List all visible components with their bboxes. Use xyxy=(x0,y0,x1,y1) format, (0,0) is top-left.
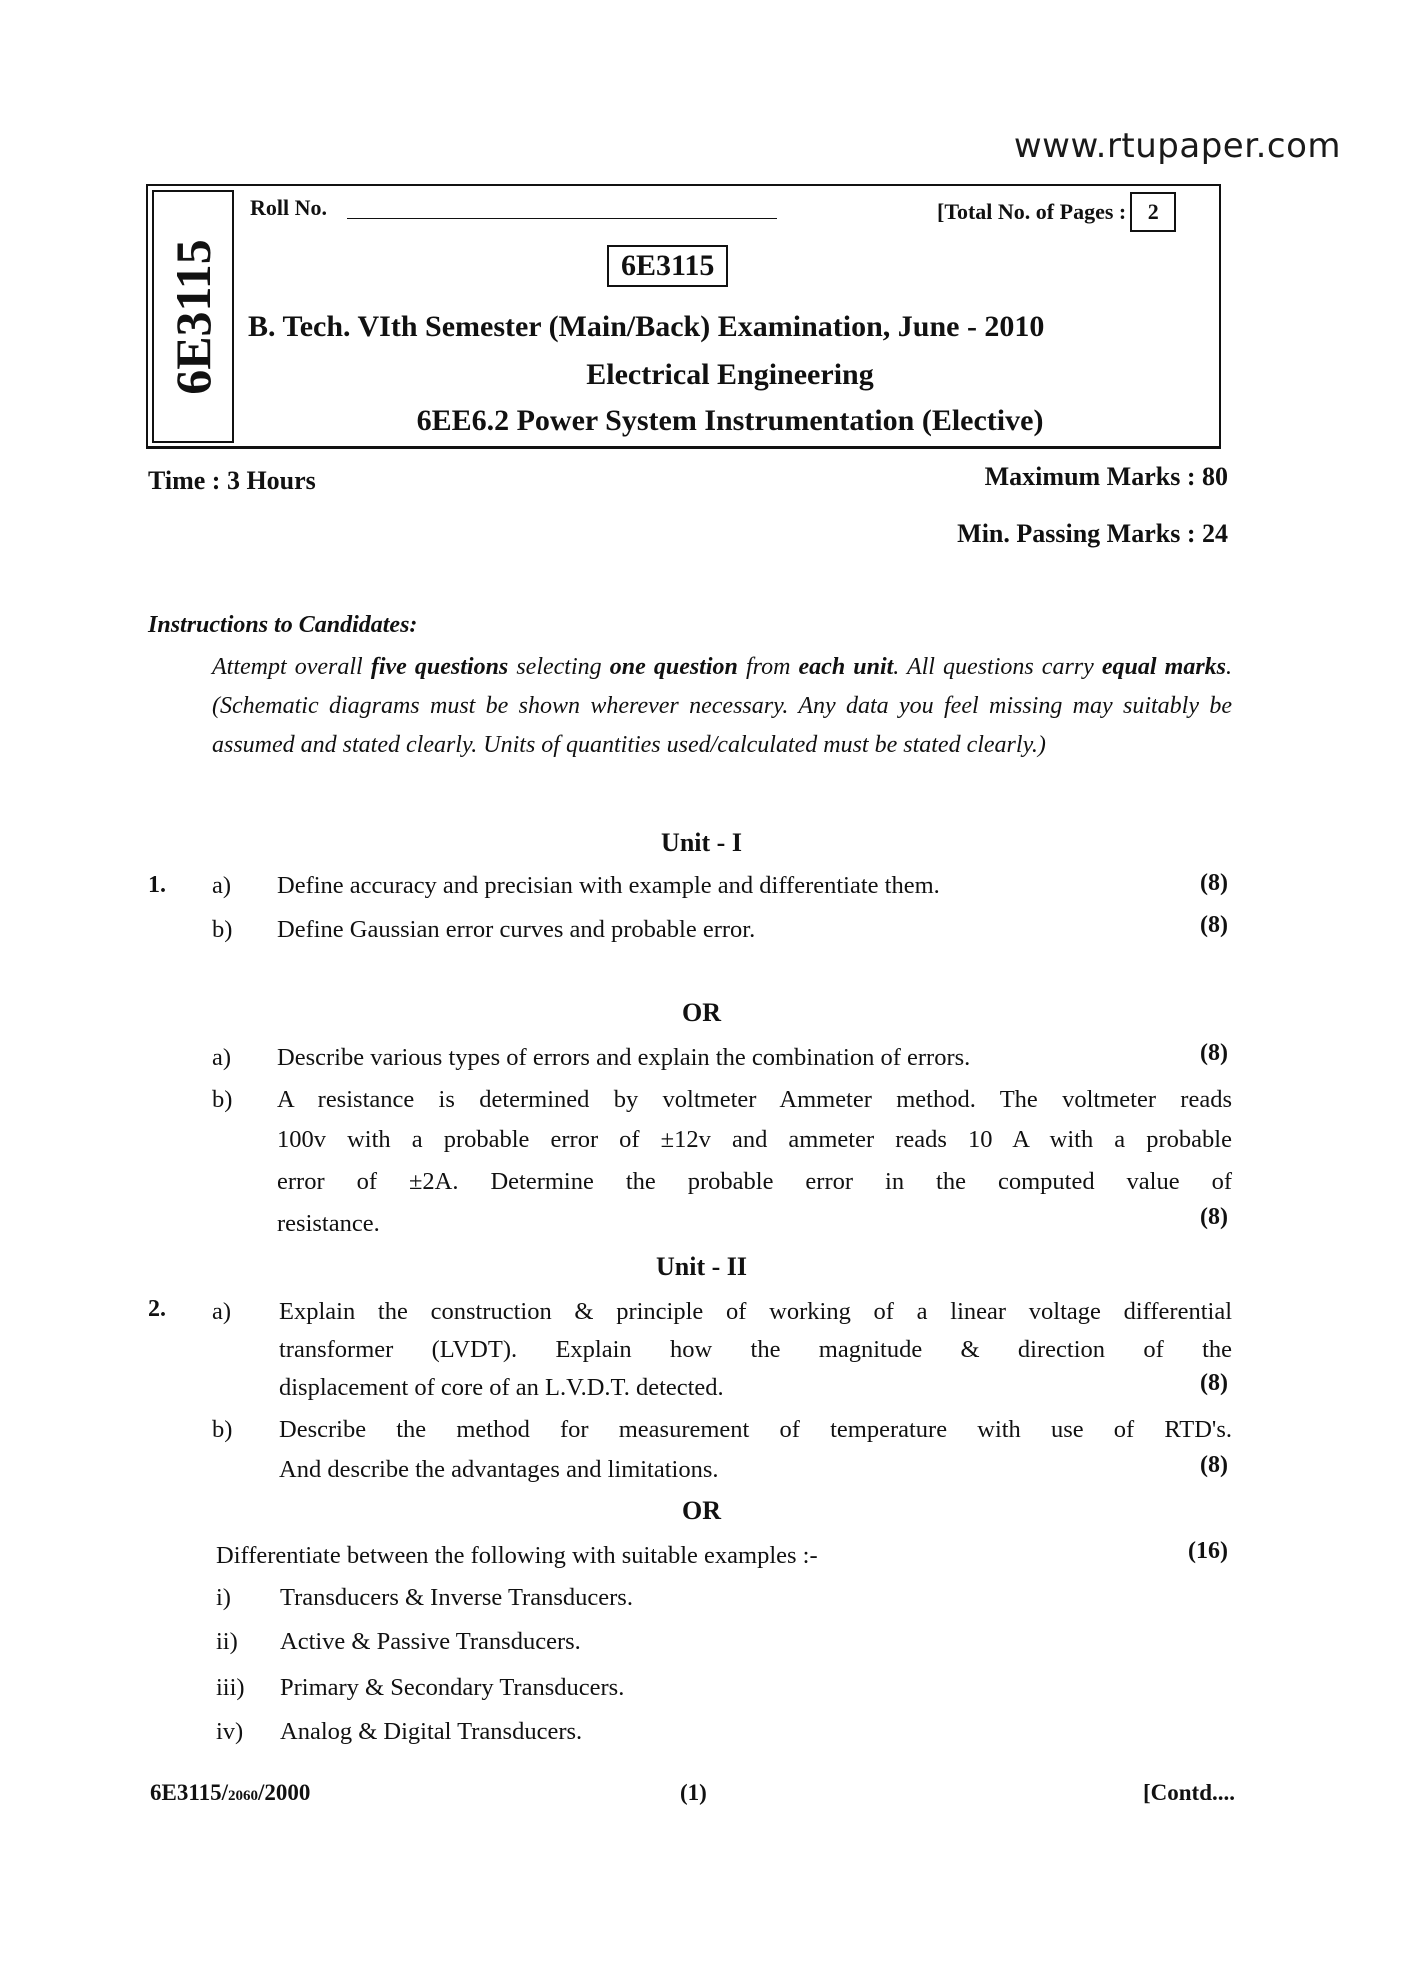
q2-alt-item-2-label: ii) xyxy=(216,1628,238,1655)
instructions-fragment: . All questions carry xyxy=(893,654,1102,680)
question-1-number: 1. xyxy=(148,872,166,898)
q2-alt-item-4-label: iv) xyxy=(216,1718,244,1745)
q1-b-text: Define Gaussian error curves and probable error. xyxy=(277,916,756,943)
instructions-fragment: . (Schematic diagrams must be shown wherever necessary. Any data you feel missing may suitably be assumed and stated clearly. Units of quantities used/calculated must be stated clearly.) xyxy=(212,654,1232,758)
branch-title: Electrical Engineering xyxy=(586,358,874,391)
roll-no-field xyxy=(347,218,777,219)
q1-alt-b-label: b) xyxy=(212,1086,233,1113)
q2-a-marks: (8) xyxy=(1200,1370,1228,1396)
q2-alt-intro: Differentiate between the following with suitable examples :- xyxy=(216,1542,818,1569)
q1-alt-a-text: Describe various types of errors and explain the combination of errors. xyxy=(277,1044,971,1071)
q1-b-label: b) xyxy=(212,916,233,943)
q2-alt-item-1-text: Transducers & Inverse Transducers. xyxy=(280,1584,633,1611)
unit-2-title: Unit - II xyxy=(655,1252,747,1281)
q2-alt-item-1-label: i) xyxy=(216,1584,231,1611)
q2-a-line-1: Explain the construction & principle of working of a linear voltage differential xyxy=(279,1298,1232,1325)
q2-b-line-1: Describe the method for measurement of temperature with use of RTD's. xyxy=(279,1416,1232,1443)
exam-time: Time : 3 Hours xyxy=(148,466,316,495)
instructions-heading: Instructions to Candidates: xyxy=(148,612,418,638)
q2-alt-item-2-text: Active & Passive Transducers. xyxy=(280,1628,581,1655)
instructions-fragment: one question xyxy=(609,654,738,680)
q1-alt-b-marks: (8) xyxy=(1200,1204,1228,1230)
q1-alt-a-label: a) xyxy=(212,1044,232,1071)
q2-a-line-3: displacement of core of an L.V.D.T. detected. xyxy=(279,1374,724,1401)
instructions-fragment: five questions xyxy=(370,654,509,680)
footer-code xyxy=(150,1780,310,1806)
footer-code-main: 6E3115/ xyxy=(150,1780,228,1805)
instructions-fragment: Attempt overall xyxy=(212,654,371,680)
q2-b-marks: (8) xyxy=(1200,1452,1228,1478)
unit-1-or: OR xyxy=(682,998,721,1027)
question-2-number: 2. xyxy=(148,1296,166,1322)
footer-continued: [Contd.... xyxy=(1142,1780,1235,1805)
q2-alt-item-3-label: iii) xyxy=(216,1674,245,1701)
footer-page-number: (1) xyxy=(680,1780,707,1805)
q2-alt-marks: (16) xyxy=(1188,1538,1228,1564)
q1-a-label: a) xyxy=(212,872,232,899)
instructions-fragment: selecting xyxy=(508,654,610,680)
total-pages-value: 2 xyxy=(1130,192,1176,232)
side-paper-code: 6E3115 xyxy=(165,238,221,395)
min-passing-marks: Min. Passing Marks : 24 xyxy=(957,519,1228,548)
side-paper-code-box xyxy=(152,190,234,443)
q1-alt-b-line-4: resistance. xyxy=(277,1210,380,1237)
maximum-marks: Maximum Marks : 80 xyxy=(984,462,1228,491)
q1-b-marks: (8) xyxy=(1200,912,1228,938)
q2-b-label: b) xyxy=(212,1416,233,1443)
unit-2-or: OR xyxy=(682,1496,721,1525)
roll-no-label: Roll No. xyxy=(250,195,327,220)
instructions-body xyxy=(212,648,1232,765)
total-pages xyxy=(937,192,1176,232)
q2-alt-item-3-text: Primary & Secondary Transducers. xyxy=(280,1674,625,1701)
q1-alt-b-line-3: error of ±2A. Determine the probable error in the computed value of xyxy=(277,1168,1232,1195)
q1-alt-a-marks: (8) xyxy=(1200,1040,1228,1066)
footer-code-end: /2000 xyxy=(257,1780,311,1805)
q2-alt-item-4-text: Analog & Digital Transducers. xyxy=(280,1718,583,1745)
exam-title: B. Tech. VIth Semester (Main/Back) Examination, June - 2010 xyxy=(248,310,1045,343)
instructions-fragment: each unit xyxy=(798,654,894,680)
watermark-url: www.rtupaper.com xyxy=(1013,126,1341,166)
q1-a-marks: (8) xyxy=(1200,870,1228,896)
paper-code: 6E3115 xyxy=(607,245,728,287)
footer-code-small: 2060 xyxy=(227,1788,258,1804)
q1-alt-b-line-2: 100v with a probable error of ±12v and ammeter reads 10 A with a probable xyxy=(277,1126,1232,1153)
q1-a-text: Define accuracy and precisian with example and differentiate them. xyxy=(277,872,940,899)
instructions-fragment: from xyxy=(737,654,799,680)
subject-title: 6EE6.2 Power System Instrumentation (Elective) xyxy=(416,404,1044,437)
instructions-fragment: equal marks xyxy=(1101,654,1226,680)
q2-b-line-2: And describe the advantages and limitations. xyxy=(279,1456,719,1483)
q2-a-line-2: transformer (LVDT). Explain how the magnitude & direction of the xyxy=(279,1336,1232,1363)
q2-a-label: a) xyxy=(212,1298,232,1325)
unit-1-title: Unit - I xyxy=(661,828,742,857)
q1-alt-b-line-1: A resistance is determined by voltmeter Ammeter method. The voltmeter reads xyxy=(277,1086,1232,1113)
total-pages-label: [Total No. of Pages : xyxy=(937,199,1127,224)
